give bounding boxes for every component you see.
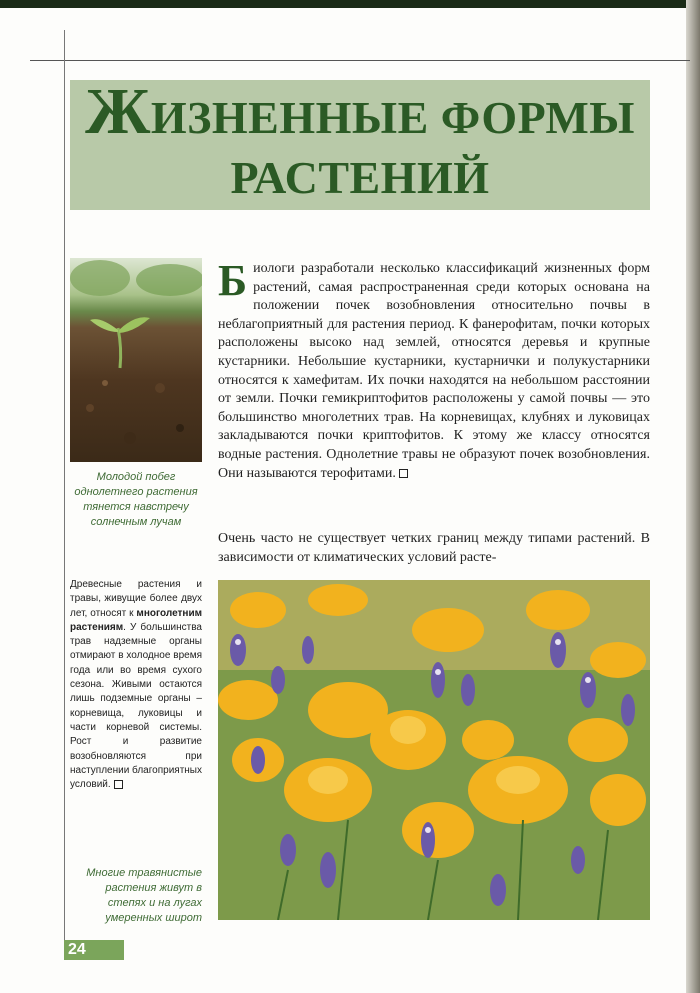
page-title bbox=[70, 75, 650, 208]
main-paragraph-1: иологи разработали несколько классификаций жизненных форм растений, самая распространенная среди которых основана на положении почек возобновления относительно почвы в неблагоприятный для растения период. К фанерофитам, почки которых расположены высоко над землей, относятся деревья и крупные кустарники. Небольшие кустарники, кустарнички и полукустарники относятся к хамефитам. Их почки находятся на небольшом расстоянии от земли. Почки гемикриптофитов расположены у самой почвы — это большинство многолетних трав. На корневищах, клубнях и луковицах закладываются почки криптофитов. К этому же классу относятся водные растения. Однолетние травы не образуют почек возобновления. Они называются терофитами. bbox=[218, 261, 650, 481]
page-edge-shadow bbox=[686, 0, 700, 993]
wildflowers-caption: Многие травянистые растения живут в степях и на лугах умеренных широт bbox=[86, 867, 202, 924]
title-line-1-rest: ИЗНЕННЫЕ ФОРМЫ bbox=[150, 92, 635, 143]
page-number: 24 bbox=[68, 941, 86, 958]
title-line-2: РАСТЕНИЙ bbox=[230, 152, 490, 203]
drop-cap: Б bbox=[218, 256, 248, 305]
sidebar-text-2: . У большинства трав надземные органы отмирают в холодное время года или во время сухого сезона. Живыми остаются лишь подземные органы – корневища, луковицы и части корневой системы. Рост и развитие возобновляются при наступлении благоприятных условий. bbox=[70, 621, 202, 791]
title-first-letter: Ж bbox=[85, 75, 151, 148]
top-strip bbox=[0, 0, 700, 8]
end-mark-icon bbox=[399, 469, 408, 478]
sidebar-bold-term: многолетним растениям bbox=[70, 607, 202, 633]
main-paragraph-2: Очень часто не существует четких границ между типами растений. В зависимости от климатических условий расте- bbox=[218, 531, 650, 565]
seedling-caption: Молодой побег однолетнего растения тянется навстречу солнечным лучам bbox=[74, 471, 198, 528]
seedling-photo bbox=[70, 258, 202, 462]
sidebar-text-1: Древесные растения и травы, живущие более двух лет, относят к bbox=[70, 579, 202, 619]
sidebar-end-mark-icon bbox=[114, 780, 123, 789]
sidebar-note bbox=[70, 578, 202, 792]
margin-rule bbox=[64, 30, 65, 950]
title-line-1 bbox=[85, 75, 635, 148]
header-rule bbox=[30, 60, 690, 61]
wildflowers-photo bbox=[218, 580, 650, 920]
seedling-illustration bbox=[70, 258, 202, 462]
main-text bbox=[218, 256, 650, 483]
wildflowers-illustration bbox=[218, 580, 650, 920]
